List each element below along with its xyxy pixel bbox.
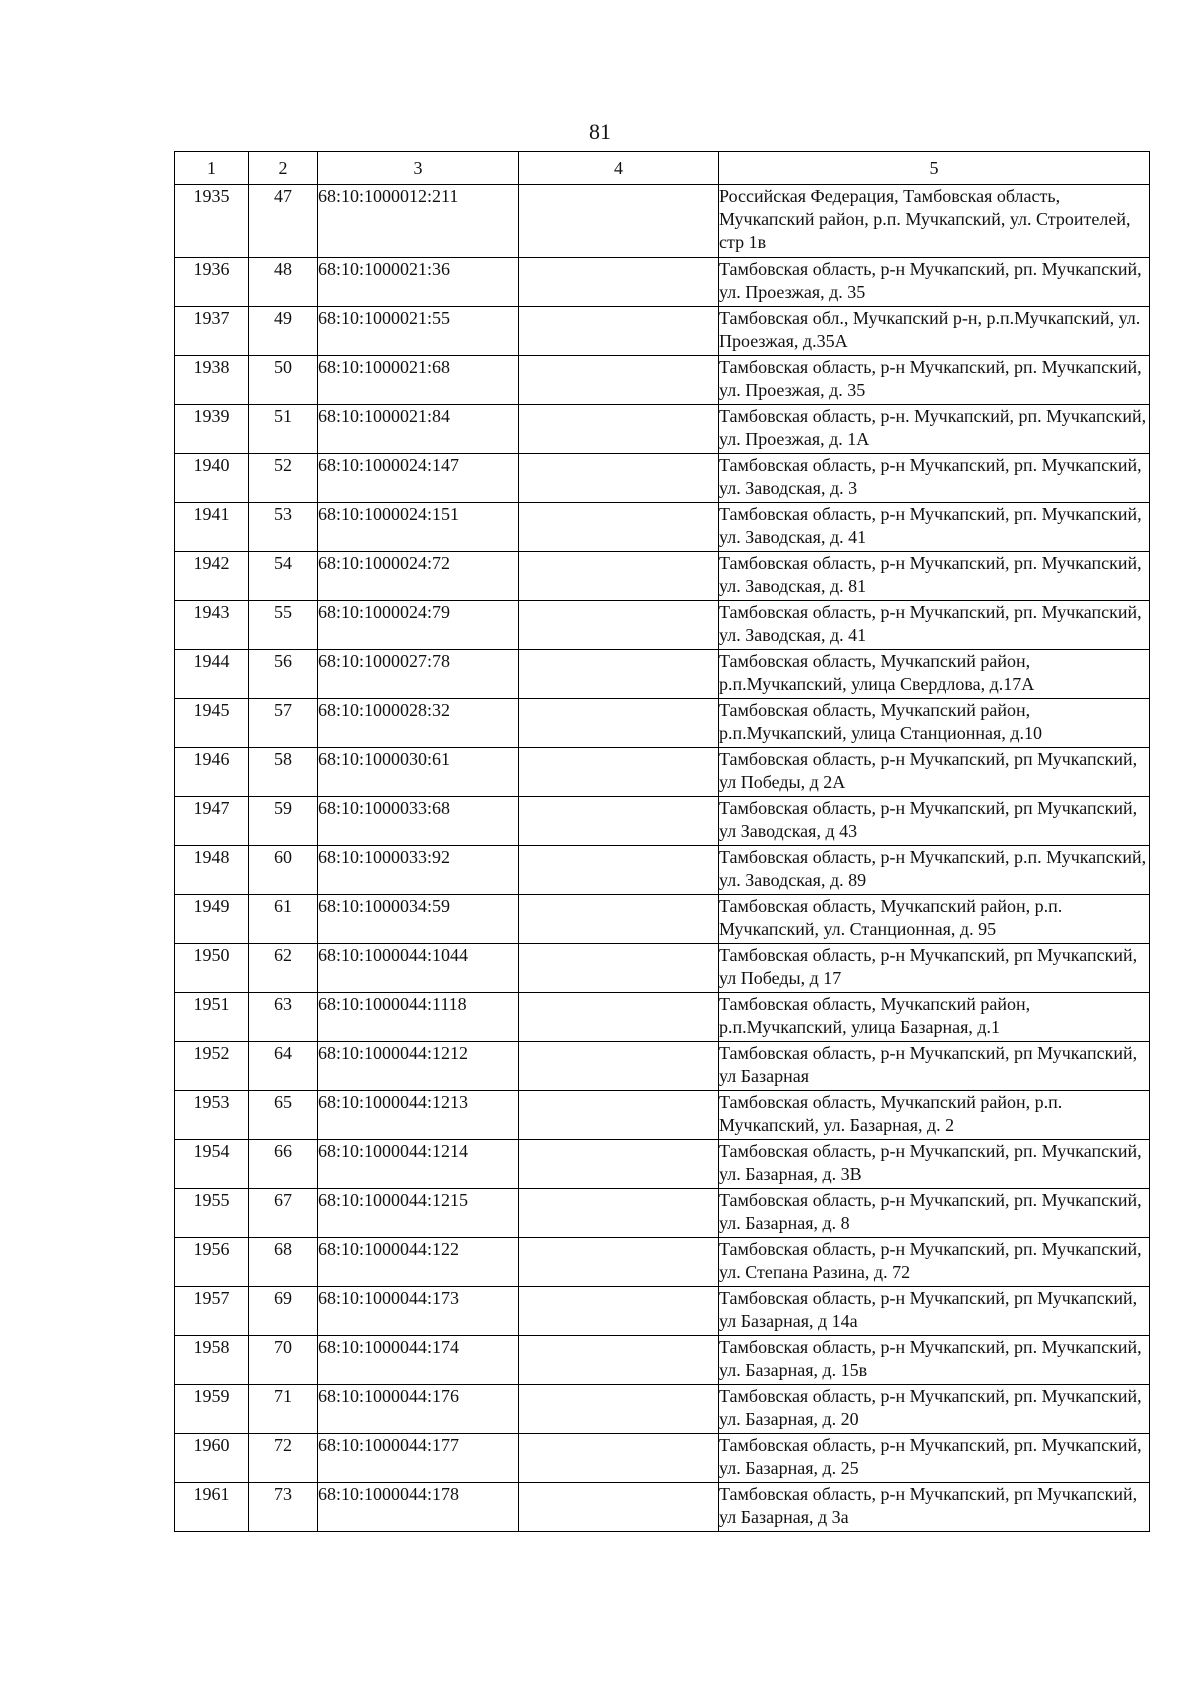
cadastral-number-cell: 68:10:1000024:147	[318, 454, 519, 503]
cadastral-number-cell: 68:10:1000021:36	[318, 258, 519, 307]
table-row	[175, 1189, 1150, 1238]
table-row	[175, 454, 1150, 503]
item-index-cell: 60	[249, 846, 318, 895]
item-index-cell: 57	[249, 699, 318, 748]
address-cell: Тамбовская область, Мучкапский район, р.п.Мучкапский, улица Свердлова, д.17А	[719, 650, 1150, 699]
row-number-cell: 1947	[175, 797, 249, 846]
address-cell: Тамбовская область, р-н Мучкапский, рп. Мучкапский, ул. Базарная, д. 20	[719, 1385, 1150, 1434]
address-cell: Тамбовская область, р-н Мучкапский, рп. Мучкапский, ул. Проезжая, д. 35	[719, 356, 1150, 405]
column-4-cell	[519, 993, 719, 1042]
table-body	[175, 185, 1150, 1532]
cadastral-number-cell: 68:10:1000024:79	[318, 601, 519, 650]
address-cell: Тамбовская область, р-н Мучкапский, рп Мучкапский, ул Базарная, д 3а	[719, 1483, 1150, 1532]
column-4-cell	[519, 650, 719, 699]
cadastral-number-cell: 68:10:1000044:1213	[318, 1091, 519, 1140]
row-number-cell: 1940	[175, 454, 249, 503]
table-row	[175, 650, 1150, 699]
column-header-5: 5	[719, 152, 1150, 185]
table-row	[175, 552, 1150, 601]
cadastral-number-cell: 68:10:1000044:1214	[318, 1140, 519, 1189]
item-index-cell: 64	[249, 1042, 318, 1091]
address-cell: Тамбовская область, р-н Мучкапский, рп Мучкапский, ул Базарная, д 14а	[719, 1287, 1150, 1336]
row-number-cell: 1959	[175, 1385, 249, 1434]
table-row	[175, 1140, 1150, 1189]
table-row	[175, 405, 1150, 454]
item-index-cell: 50	[249, 356, 318, 405]
item-index-cell: 61	[249, 895, 318, 944]
address-cell: Тамбовская область, р-н Мучкапский, рп. Мучкапский, ул. Заводская, д. 3	[719, 454, 1150, 503]
row-number-cell: 1950	[175, 944, 249, 993]
cadastral-number-cell: 68:10:1000021:55	[318, 307, 519, 356]
row-number-cell: 1946	[175, 748, 249, 797]
cadastral-number-cell: 68:10:1000033:68	[318, 797, 519, 846]
cadastral-number-cell: 68:10:1000044:1118	[318, 993, 519, 1042]
column-4-cell	[519, 797, 719, 846]
row-number-cell: 1936	[175, 258, 249, 307]
cadastral-number-cell: 68:10:1000034:59	[318, 895, 519, 944]
cadastral-number-cell: 68:10:1000044:174	[318, 1336, 519, 1385]
column-4-cell	[519, 185, 719, 258]
address-cell: Тамбовская область, Мучкапский район, р.п.Мучкапский, улица Станционная, д.10	[719, 699, 1150, 748]
item-index-cell: 72	[249, 1434, 318, 1483]
cadastral-number-cell: 68:10:1000012:211	[318, 185, 519, 258]
table-row	[175, 797, 1150, 846]
address-cell: Тамбовская область, р-н Мучкапский, рп Мучкапский, ул Заводская, д 43	[719, 797, 1150, 846]
cadastral-number-cell: 68:10:1000044:122	[318, 1238, 519, 1287]
table-row	[175, 601, 1150, 650]
table-row	[175, 1336, 1150, 1385]
cadastral-number-cell: 68:10:1000044:173	[318, 1287, 519, 1336]
column-header-4: 4	[519, 152, 719, 185]
column-4-cell	[519, 258, 719, 307]
cadastral-number-cell: 68:10:1000027:78	[318, 650, 519, 699]
column-4-cell	[519, 552, 719, 601]
column-4-cell	[519, 405, 719, 454]
address-cell: Тамбовская область, Мучкапский район, р.п. Мучкапский, ул. Станционная, д. 95	[719, 895, 1150, 944]
item-index-cell: 49	[249, 307, 318, 356]
row-number-cell: 1944	[175, 650, 249, 699]
row-number-cell: 1958	[175, 1336, 249, 1385]
column-4-cell	[519, 1238, 719, 1287]
column-4-cell	[519, 748, 719, 797]
cadastral-number-cell: 68:10:1000033:92	[318, 846, 519, 895]
column-header-2: 2	[249, 152, 318, 185]
column-4-cell	[519, 1483, 719, 1532]
row-number-cell: 1951	[175, 993, 249, 1042]
address-cell: Тамбовская область, р-н Мучкапский, рп. Мучкапский, ул. Базарная, д. 3В	[719, 1140, 1150, 1189]
address-cell: Тамбовская область, Мучкапский район, р.п. Мучкапский, ул. Базарная, д. 2	[719, 1091, 1150, 1140]
row-number-cell: 1941	[175, 503, 249, 552]
address-cell: Тамбовская область, р-н Мучкапский, рп. Мучкапский, ул. Заводская, д. 81	[719, 552, 1150, 601]
row-number-cell: 1960	[175, 1434, 249, 1483]
table-row	[175, 1385, 1150, 1434]
column-4-cell	[519, 503, 719, 552]
row-number-cell: 1956	[175, 1238, 249, 1287]
row-number-cell: 1953	[175, 1091, 249, 1140]
table-row	[175, 944, 1150, 993]
table-row	[175, 993, 1150, 1042]
item-index-cell: 63	[249, 993, 318, 1042]
cadastral-number-cell: 68:10:1000044:1044	[318, 944, 519, 993]
table-row	[175, 307, 1150, 356]
cadastral-number-cell: 68:10:1000044:178	[318, 1483, 519, 1532]
column-4-cell	[519, 944, 719, 993]
table-row	[175, 699, 1150, 748]
table-row	[175, 1434, 1150, 1483]
item-index-cell: 62	[249, 944, 318, 993]
table-row	[175, 748, 1150, 797]
address-cell: Тамбовская область, р-н Мучкапский, рп. Мучкапский, ул. Базарная, д. 8	[719, 1189, 1150, 1238]
column-4-cell	[519, 1140, 719, 1189]
item-index-cell: 70	[249, 1336, 318, 1385]
item-index-cell: 69	[249, 1287, 318, 1336]
address-cell: Тамбовская область, р-н Мучкапский, рп. Мучкапский, ул. Степана Разина, д. 72	[719, 1238, 1150, 1287]
address-cell: Тамбовская область, р-н Мучкапский, рп. Мучкапский, ул. Проезжая, д. 35	[719, 258, 1150, 307]
column-4-cell	[519, 1287, 719, 1336]
address-cell: Тамбовская область, р-н Мучкапский, р.п. Мучкапский, ул. Заводская, д. 89	[719, 846, 1150, 895]
row-number-cell: 1937	[175, 307, 249, 356]
cadastral-number-cell: 68:10:1000021:84	[318, 405, 519, 454]
row-number-cell: 1952	[175, 1042, 249, 1091]
row-number-cell: 1957	[175, 1287, 249, 1336]
item-index-cell: 52	[249, 454, 318, 503]
item-index-cell: 71	[249, 1385, 318, 1434]
cadastral-number-cell: 68:10:1000028:32	[318, 699, 519, 748]
address-cell: Тамбовская область, р-н Мучкапский, рп Мучкапский, ул Базарная	[719, 1042, 1150, 1091]
column-4-cell	[519, 846, 719, 895]
row-number-cell: 1961	[175, 1483, 249, 1532]
table-row	[175, 846, 1150, 895]
table-row	[175, 258, 1150, 307]
table-row	[175, 1091, 1150, 1140]
row-number-cell: 1938	[175, 356, 249, 405]
table-row	[175, 503, 1150, 552]
column-4-cell	[519, 1336, 719, 1385]
item-index-cell: 68	[249, 1238, 318, 1287]
address-cell: Российская Федерация, Тамбовская область, Мучкапский район, р.п. Мучкапский, ул. Строителей, стр 1в	[719, 185, 1150, 258]
column-4-cell	[519, 356, 719, 405]
item-index-cell: 55	[249, 601, 318, 650]
address-cell: Тамбовская область, р-н Мучкапский, рп. Мучкапский, ул. Заводская, д. 41	[719, 601, 1150, 650]
column-4-cell	[519, 601, 719, 650]
column-4-cell	[519, 699, 719, 748]
column-4-cell	[519, 1189, 719, 1238]
address-cell: Тамбовская обл., Мучкапский р-н, р.п.Мучкапский, ул. Проезжая, д.35А	[719, 307, 1150, 356]
address-cell: Тамбовская область, р-н Мучкапский, рп. Мучкапский, ул. Заводская, д. 41	[719, 503, 1150, 552]
column-4-cell	[519, 454, 719, 503]
row-number-cell: 1954	[175, 1140, 249, 1189]
column-header-1: 1	[175, 152, 249, 185]
item-index-cell: 47	[249, 185, 318, 258]
column-4-cell	[519, 1042, 719, 1091]
cadastral-number-cell: 68:10:1000030:61	[318, 748, 519, 797]
registry-table	[174, 151, 1150, 1532]
table-header	[175, 152, 1150, 185]
table-row	[175, 1042, 1150, 1091]
table-row	[175, 1483, 1150, 1532]
item-index-cell: 67	[249, 1189, 318, 1238]
row-number-cell: 1955	[175, 1189, 249, 1238]
row-number-cell: 1949	[175, 895, 249, 944]
cadastral-number-cell: 68:10:1000044:177	[318, 1434, 519, 1483]
item-index-cell: 54	[249, 552, 318, 601]
column-4-cell	[519, 1091, 719, 1140]
row-number-cell: 1945	[175, 699, 249, 748]
column-4-cell	[519, 1385, 719, 1434]
table-row	[175, 1238, 1150, 1287]
cadastral-number-cell: 68:10:1000044:1212	[318, 1042, 519, 1091]
item-index-cell: 65	[249, 1091, 318, 1140]
row-number-cell: 1942	[175, 552, 249, 601]
item-index-cell: 73	[249, 1483, 318, 1532]
header-row	[175, 152, 1150, 185]
item-index-cell: 56	[249, 650, 318, 699]
address-cell: Тамбовская область, р-н Мучкапский, рп Мучкапский, ул Победы, д 17	[719, 944, 1150, 993]
table-row	[175, 1287, 1150, 1336]
cadastral-number-cell: 68:10:1000044:176	[318, 1385, 519, 1434]
column-4-cell	[519, 895, 719, 944]
item-index-cell: 51	[249, 405, 318, 454]
row-number-cell: 1943	[175, 601, 249, 650]
item-index-cell: 66	[249, 1140, 318, 1189]
row-number-cell: 1939	[175, 405, 249, 454]
address-cell: Тамбовская область, Мучкапский район, р.п.Мучкапский, улица Базарная, д.1	[719, 993, 1150, 1042]
cadastral-number-cell: 68:10:1000021:68	[318, 356, 519, 405]
address-cell: Тамбовская область, р-н Мучкапский, рп Мучкапский, ул Победы, д 2А	[719, 748, 1150, 797]
cadastral-number-cell: 68:10:1000024:72	[318, 552, 519, 601]
table-row	[175, 895, 1150, 944]
table-row	[175, 185, 1150, 258]
row-number-cell: 1935	[175, 185, 249, 258]
row-number-cell: 1948	[175, 846, 249, 895]
page-number: 81	[589, 119, 611, 144]
address-cell: Тамбовская область, р-н Мучкапский, рп. Мучкапский, ул. Базарная, д. 15в	[719, 1336, 1150, 1385]
cadastral-number-cell: 68:10:1000024:151	[318, 503, 519, 552]
item-index-cell: 53	[249, 503, 318, 552]
address-cell: Тамбовская область, р-н. Мучкапский, рп. Мучкапский, ул. Проезжая, д. 1А	[719, 405, 1150, 454]
item-index-cell: 48	[249, 258, 318, 307]
item-index-cell: 59	[249, 797, 318, 846]
column-4-cell	[519, 1434, 719, 1483]
item-index-cell: 58	[249, 748, 318, 797]
column-header-3: 3	[318, 152, 519, 185]
table-row	[175, 356, 1150, 405]
column-4-cell	[519, 307, 719, 356]
address-cell: Тамбовская область, р-н Мучкапский, рп. Мучкапский, ул. Базарная, д. 25	[719, 1434, 1150, 1483]
cadastral-number-cell: 68:10:1000044:1215	[318, 1189, 519, 1238]
